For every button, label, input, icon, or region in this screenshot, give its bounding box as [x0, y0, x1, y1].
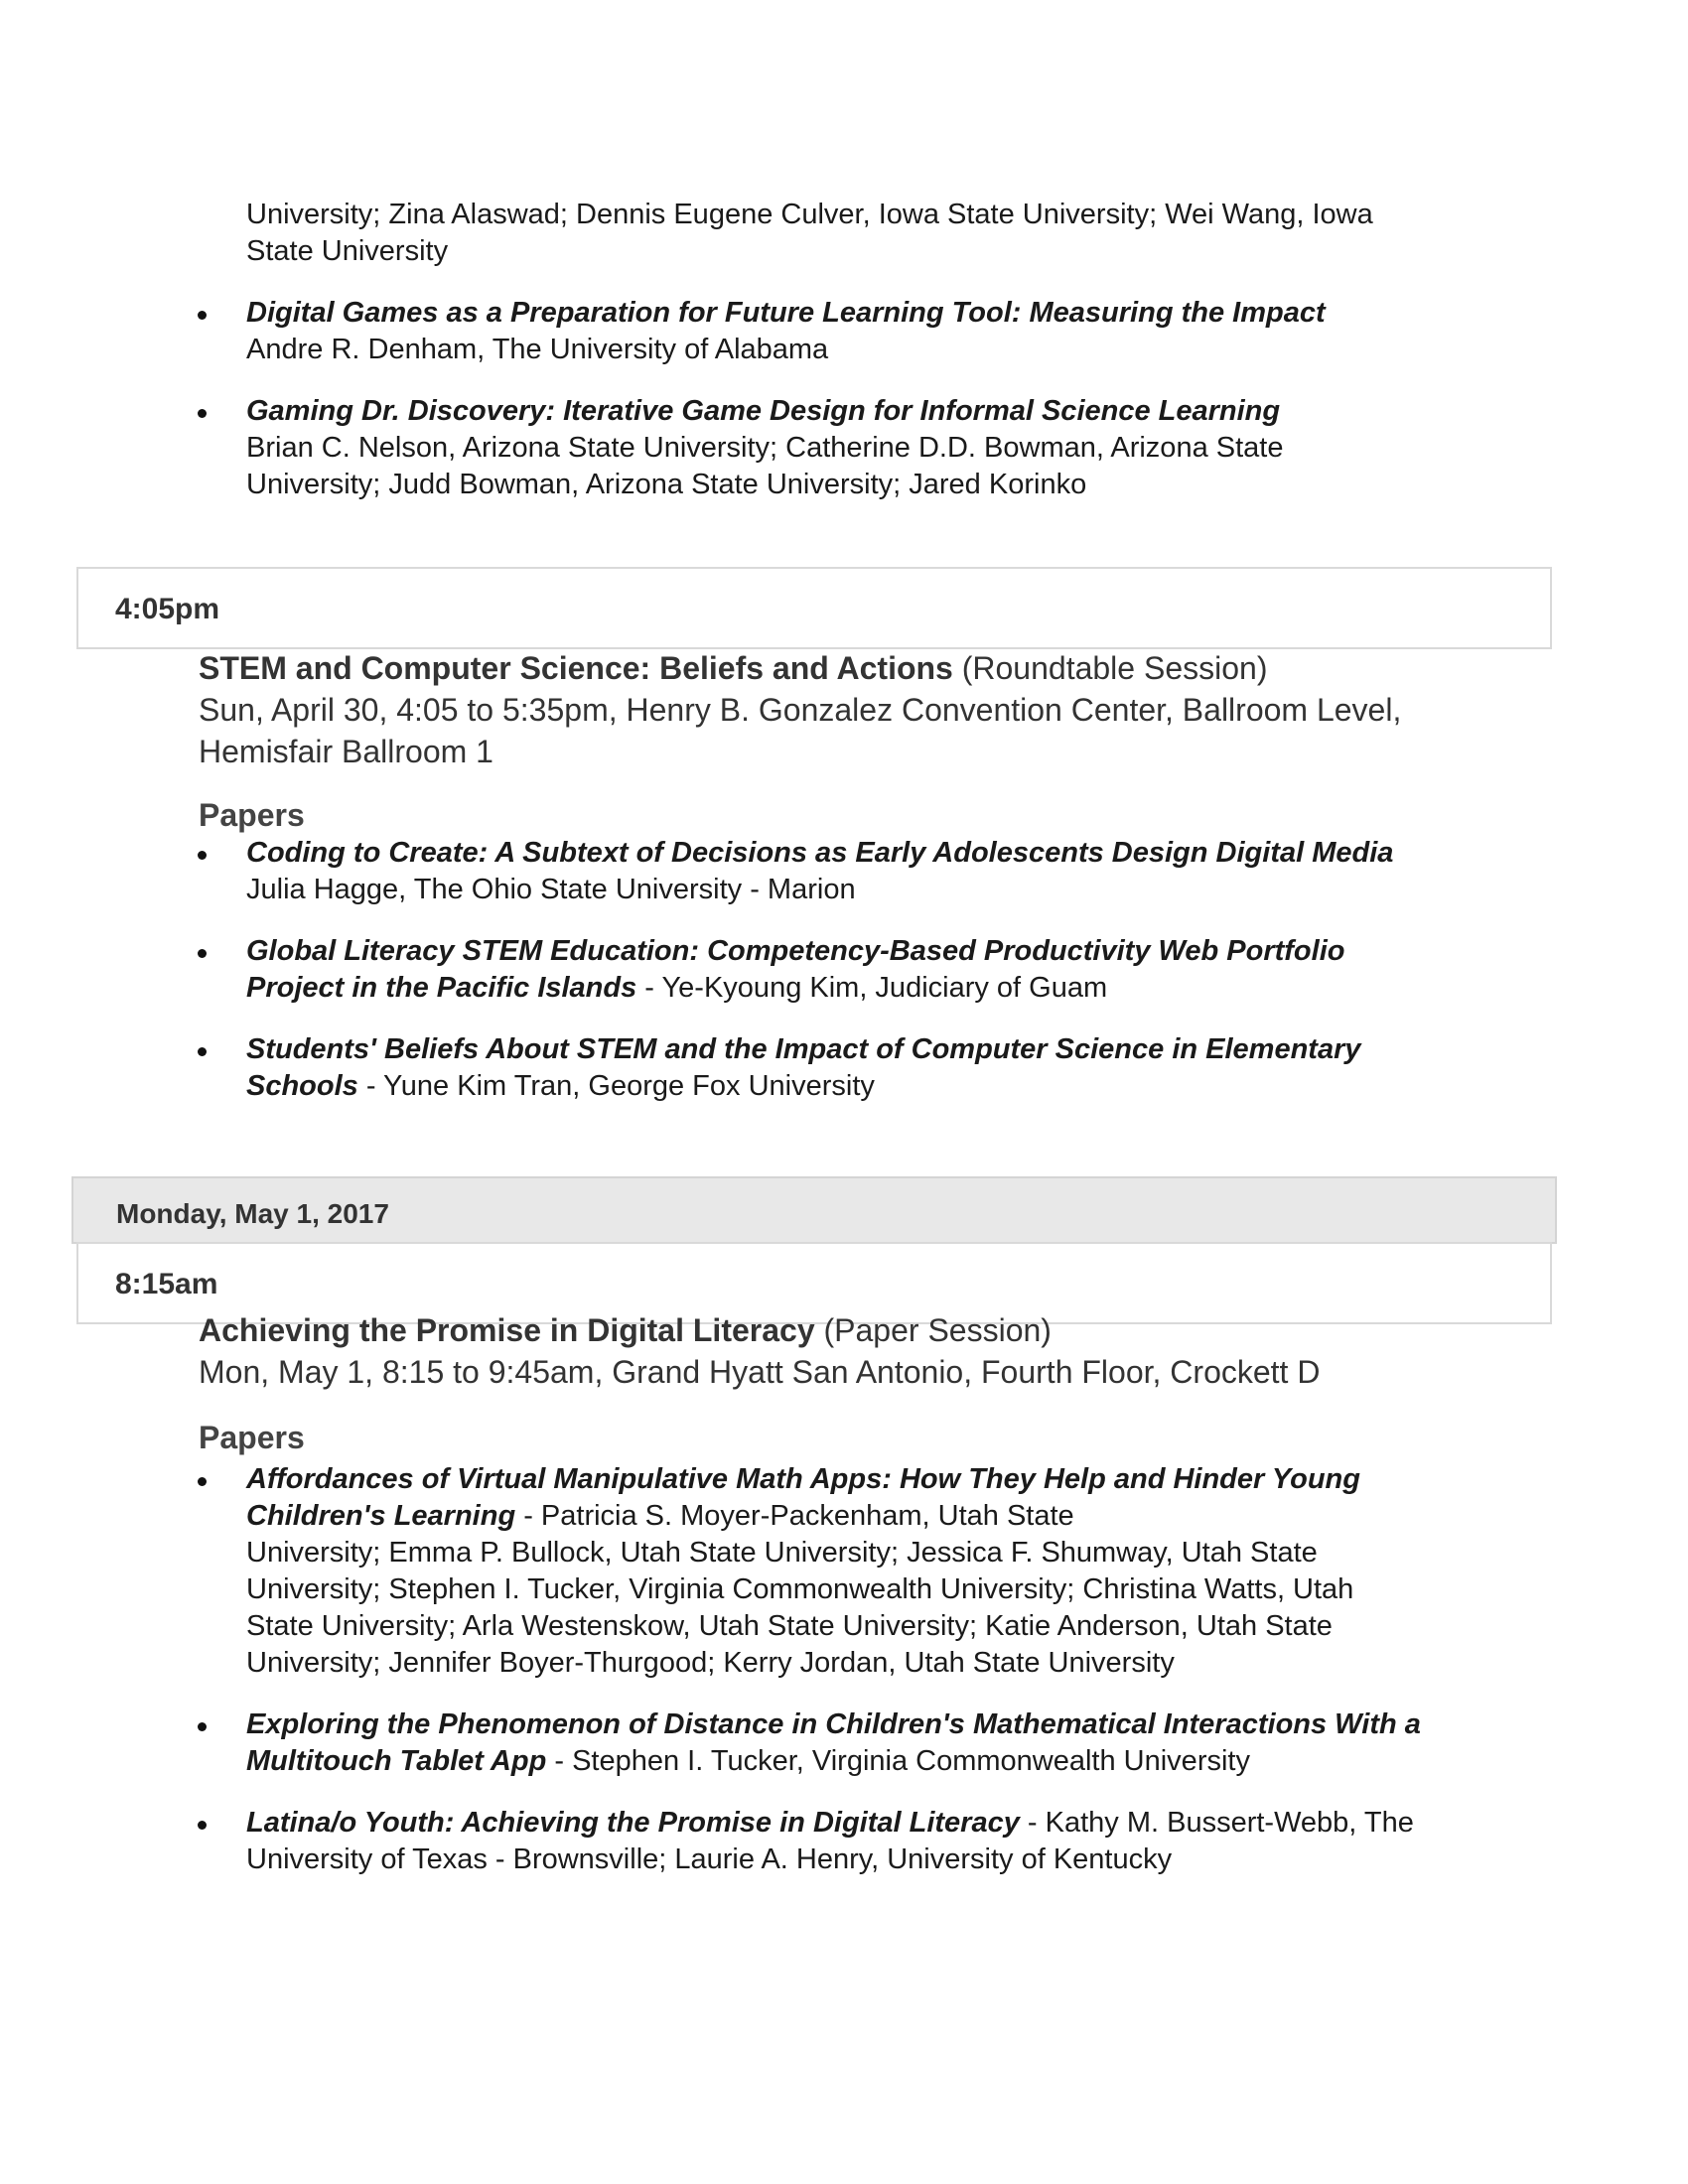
paper-title: Affordances of Virtual Manipulative Math Apps: How They Help and Hinder Young	[246, 1463, 1360, 1495]
time-label: 8:15am	[115, 1268, 218, 1300]
carryover-authors-line1: University; Zina Alaswad; Dennis Eugene Culver, Iowa State University; Wei Wang, Iowa	[246, 199, 1373, 230]
session-title	[199, 1309, 1052, 1351]
paper-title: Students' Beliefs About STEM and the Impact of Computer Science in Elementary	[246, 1033, 1361, 1065]
paper-authors: Julia Hagge, The Ohio State University - Marion	[246, 874, 856, 905]
session-info: Mon, May 1, 8:15 to 9:45am, Grand Hyatt San Antonio, Fourth Floor, Crockett D	[199, 1354, 1321, 1390]
papers-heading: Papers	[199, 1420, 305, 1455]
bullet-icon	[198, 409, 207, 418]
paper-authors: Andre R. Denham, The University of Alabama	[246, 334, 829, 365]
bullet-icon	[198, 1047, 207, 1056]
paper-title: Digital Games as a Preparation for Future Learning Tool: Measuring the Impact	[246, 297, 1326, 329]
bullet-icon	[198, 1722, 207, 1731]
time-label: 4:05pm	[115, 593, 220, 625]
paper-title-continued	[246, 1068, 875, 1105]
day-header	[71, 1176, 1557, 1244]
paper-title-continued	[246, 1743, 1250, 1780]
paper-authors: - Yune Kim Tran, George Fox University	[357, 1070, 875, 1102]
day-header-label: Monday, May 1, 2017	[116, 1198, 389, 1229]
paper-title: Children's Learning	[246, 1500, 516, 1532]
paper-authors: - Stephen I. Tucker, Virginia Commonwealth University	[546, 1745, 1250, 1777]
paper-title: Exploring the Phenomenon of Distance in Children's Mathematical Interactions With a	[246, 1708, 1421, 1740]
paper-authors: University; Emma P. Bullock, Utah State University; Jessica F. Shumway, Utah State	[246, 1537, 1318, 1569]
bullet-icon	[198, 949, 207, 958]
paper-title: Gaming Dr. Discovery: Iterative Game Design for Informal Science Learning	[246, 395, 1281, 427]
bullet-icon	[198, 1477, 207, 1486]
session-title-text: STEM and Computer Science: Beliefs and Actions	[199, 650, 953, 686]
paper-authors: University; Jennifer Boyer-Thurgood; Kerry Jordan, Utah State University	[246, 1647, 1175, 1679]
session-title-text: Achieving the Promise in Digital Literacy	[199, 1312, 815, 1348]
papers-heading: Papers	[199, 797, 305, 833]
paper-title: Multitouch Tablet App	[246, 1745, 547, 1777]
paper-authors: - Patricia S. Moyer-Packenham, Utah State	[515, 1500, 1074, 1532]
session-info: Sun, April 30, 4:05 to 5:35pm, Henry B. Gonzalez Convention Center, Ballroom Level,	[199, 692, 1402, 728]
paper-authors: University of Texas - Brownsville; Laurie A. Henry, University of Kentucky	[246, 1843, 1173, 1875]
paper-title: Global Literacy STEM Education: Competency-Based Productivity Web Portfolio	[246, 935, 1345, 967]
time-slot-header	[76, 567, 1552, 649]
session-info: Hemisfair Ballroom 1	[199, 734, 493, 769]
session-type: (Paper Session)	[823, 1312, 1052, 1348]
session-type: (Roundtable Session)	[961, 650, 1268, 686]
bullet-icon	[198, 851, 207, 860]
paper-authors: - Ye-Kyoung Kim, Judiciary of Guam	[636, 972, 1108, 1004]
paper-title: Coding to Create: A Subtext of Decisions as Early Adolescents Design Digital Media	[246, 837, 1394, 869]
paper-title-line	[246, 1805, 1414, 1842]
paper-authors: - Kathy M. Bussert-Webb, The	[1019, 1807, 1414, 1839]
paper-title-continued	[246, 1498, 1074, 1535]
paper-authors: University; Stephen I. Tucker, Virginia Commonwealth University; Christina Watts, Utah	[246, 1573, 1354, 1605]
carryover-authors-line2: State University	[246, 235, 449, 267]
bullet-icon	[198, 1821, 207, 1830]
paper-authors: State University; Arla Westenskow, Utah State University; Katie Anderson, Utah State	[246, 1610, 1333, 1642]
paper-authors: University; Judd Bowman, Arizona State University; Jared Korinko	[246, 469, 1087, 500]
paper-title: Latina/o Youth: Achieving the Promise in Digital Literacy	[246, 1807, 1020, 1839]
session-title	[199, 647, 1267, 689]
bullet-icon	[198, 311, 207, 320]
paper-authors: Brian C. Nelson, Arizona State University; Catherine D.D. Bowman, Arizona State	[246, 432, 1284, 464]
paper-title-continued	[246, 970, 1107, 1007]
paper-title: Project in the Pacific Islands	[246, 972, 637, 1004]
paper-title: Schools	[246, 1070, 358, 1102]
